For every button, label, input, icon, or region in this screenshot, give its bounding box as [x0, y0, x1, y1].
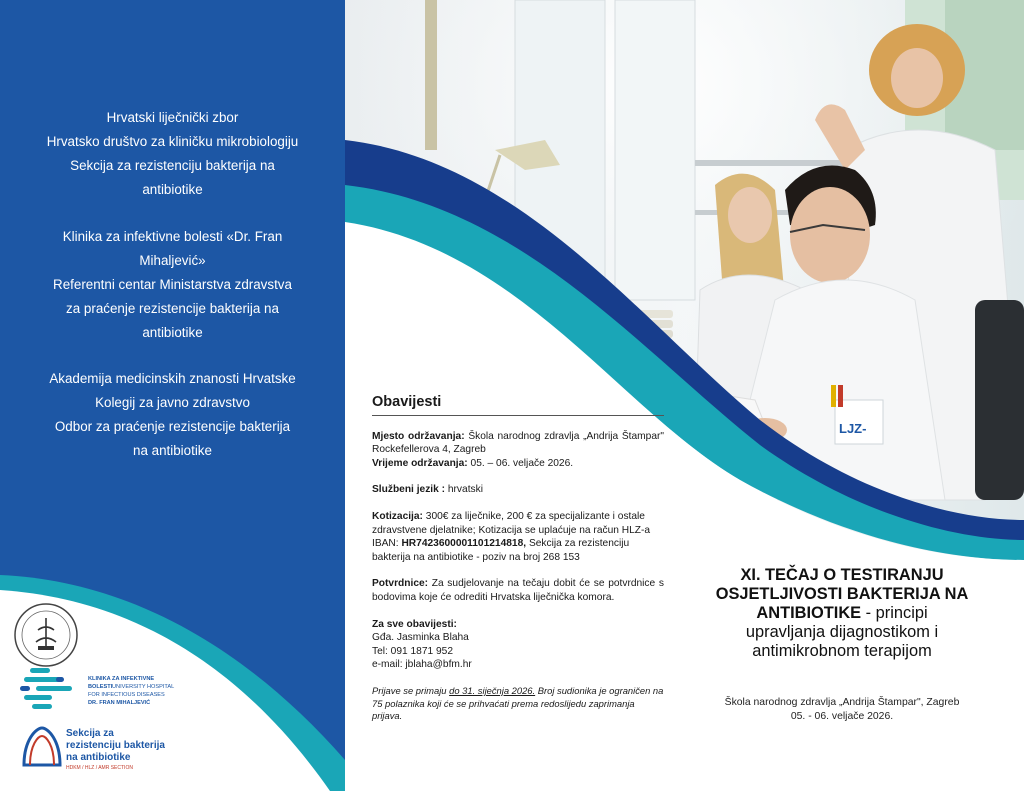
time-label: Vrijeme održavanja: [372, 457, 468, 469]
logo-area [0, 590, 345, 791]
klinika-line-2b: UNIVERSITY HOSPITAL [112, 684, 175, 690]
klinika-line-2a: BOLESTI [88, 684, 113, 690]
title-rest-1: - principi [861, 604, 928, 622]
org-line: Sekcija za rezistenciju bakterija na [70, 158, 275, 173]
course-title [692, 566, 992, 661]
title-line-3 [692, 604, 992, 623]
note-deadline: do 31. siječnja 2026. [449, 684, 536, 696]
title-line-2: OSJETLJIVOSTI BAKTERIJA NA [715, 585, 969, 603]
sekcija-line-4: HDKM / HLZ / AMR SECTION [66, 765, 133, 771]
course-venue-date [692, 696, 992, 723]
info-section [372, 396, 664, 736]
title-line-4: upravljanja dijagnostikom i [745, 623, 939, 641]
klinika-dots-icon [20, 668, 72, 709]
fee-text-1: 300€ za liječnike, 200 € za specijalizante i ostale zdravstvene djelatnike; Kotizacija se uplaćuje na račun HLZ-a IBAN: [372, 510, 651, 550]
registration-note [372, 685, 664, 723]
time-value: 05. – 06. veljače 2026. [470, 457, 574, 469]
sekcija-line-2: rezistenciju bakterija [66, 740, 165, 751]
venue-paragraph [372, 430, 664, 457]
contact-paragraph [372, 618, 664, 672]
language-label: Službeni jezik : [372, 484, 446, 496]
venue-value: Škola narodnog zdravlja „Andrija Štampar" Rockefellerova 4, Zagreb [372, 430, 664, 456]
certificate-value: Za sudjelovanje na tečaju dobit će se potvrdnice s bodovima koje će odrediti Hrvatska liječnička komora. [372, 578, 664, 603]
title-bold-3: ANTIBIOTIKE [756, 604, 862, 622]
org-line: Klinika za infektivne bolesti «Dr. Fran [62, 229, 283, 244]
language-value: hrvatski [447, 484, 483, 496]
org-line: Mihaljević» [139, 253, 206, 268]
fee-label: Kotizacija: [372, 510, 423, 522]
org-line: Odbor za praćenje rezistencije bakterija [54, 419, 291, 434]
contact-phone: Tel: 091 1871 952 [372, 645, 454, 657]
course-date: 05. - 06. veljače 2026. [790, 710, 894, 722]
org-line: Akademija medicinskih znanosti Hrvatske [49, 371, 296, 386]
fee-iban: HR7423600001101214818, [401, 538, 527, 550]
org-line: za praćenje rezistencije bakterija na [66, 301, 279, 316]
contact-email[interactable]: e-mail: jblaha@bfm.hr [372, 659, 472, 671]
note-text-2: Broj sudionika je ograničen na 75 polaznika koji će se prihvaćati prema redoslijedu zaprimanja prijava. [372, 684, 664, 722]
sekcija-line-1: Sekcija za [66, 728, 114, 739]
language-paragraph [372, 483, 664, 497]
sekcija-arch-icon [24, 728, 60, 765]
contact-name: Gđa. Jasminka Blaha [372, 632, 469, 644]
org-line: Kolegij za javno zdravstvo [95, 395, 250, 410]
title-line-5: antimikrobnom terapijom [752, 642, 932, 660]
org-line: antibiotike [142, 325, 203, 340]
klinika-line-1: KLINIKA ZA INFEKTIVNE [88, 676, 155, 682]
fee-text-2: Sekcija za rezistenciju bakterija na antibiotike - poziv na broj 268 153 [372, 538, 630, 563]
seal-icon [15, 604, 77, 666]
contact-label: Za sve obavijesti: [372, 618, 457, 630]
org-line: na antibiotike [133, 443, 212, 458]
title-line-1: XI. TEČAJ O TESTIRANJU [740, 566, 944, 584]
logos [0, 590, 345, 791]
note-text-1: Prijave se primaju [372, 684, 447, 696]
certificate-label: Potvrdnice: [372, 578, 429, 590]
venue-label: Mjesto održavanja: [372, 430, 465, 442]
org-line: Referentni centar Ministarstva zdravstva [53, 277, 292, 292]
org-line: Hrvatsko društvo za kliničku mikrobiologiju [46, 134, 299, 149]
klinika-line-3: FOR INFECTIOUS DISEASES [88, 692, 165, 698]
sekcija-line-3: na antibiotike [66, 752, 131, 763]
info-title: Obavijesti [372, 396, 664, 416]
org-line: Hrvatski liječnički zbor [106, 110, 239, 125]
coat-badge: LJZ- [839, 421, 867, 436]
klinika-line-4: DR. FRAN MIHALJEVIĆ [88, 700, 151, 706]
org-line: antibiotike [142, 182, 203, 197]
fee-paragraph [372, 510, 664, 564]
certificate-paragraph [372, 577, 664, 604]
course-venue: Škola narodnog zdravlja „Andrija Štampar", Zagreb [724, 697, 960, 708]
time-paragraph [372, 457, 664, 471]
